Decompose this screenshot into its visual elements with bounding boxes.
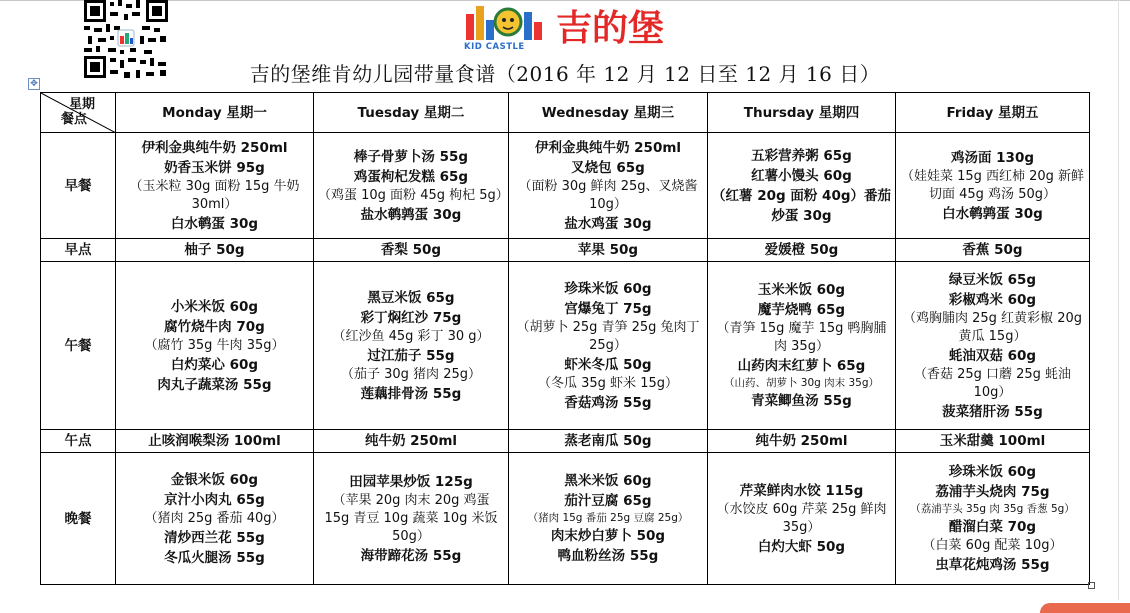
day-header: Thursday 星期四 [708,93,896,133]
dish-line: 盐水鸡蛋 30g [564,215,652,232]
corner-header-cell [41,93,116,133]
dish-line: 奶香玉米饼 95g [164,159,265,176]
ingredient-line: （鸡胸脯肉 25g 红黄彩椒 20g 黄瓜 15g） [903,310,1082,344]
menu-cell [116,239,314,262]
dish-line: 肉末炒白萝卜 50g [550,528,666,544]
dish-line: 黑豆米饭 65g [367,289,455,306]
menu-cell [509,453,708,585]
menu-cell [116,430,314,453]
menu-cell [314,239,509,262]
ingredient-line: （苹果 20g 肉末 20g 鸡蛋 15g 青豆 10g 蔬菜 10g 米饭 50g） [324,492,498,544]
menu-cell [708,430,896,453]
menu-cell [314,430,509,453]
logo-brand-cn: 吉的堡 [556,8,665,49]
menu-cell [708,239,896,262]
dish-line: 香菇鸡汤 55g [564,394,652,411]
dish-line: 止咳润喉梨汤 100ml [148,433,281,449]
day-header: Friday 星期五 [896,93,1090,133]
dish-line: 宫爆兔丁 75g [564,300,652,317]
menu-cell [314,262,509,430]
dish-line: 菠菜猪肝汤 55g [942,403,1043,420]
table-resize-handle[interactable] [1088,582,1095,589]
dish-line: 纯牛奶 250ml [755,433,848,449]
dish-line: 肉丸子蔬菜汤 55g [157,376,272,393]
dish-line: 金银米饭 60g [170,471,259,488]
meal-row [41,262,1090,430]
kid-castle-logo [464,2,674,58]
dish-line: 爱媛橙 50g [764,242,839,258]
menu-cell [314,133,509,239]
dish-line: 山药肉末红萝卜 65g [737,358,866,374]
dish-line: 五彩营养粥 65g [751,147,852,164]
dish-line: 醋溜白菜 70g [948,519,1037,535]
menu-cell [708,262,896,430]
ingredient-line: （冬瓜 35g 虾米 15g） [538,375,678,391]
day-header: Wednesday 星期三 [509,93,708,133]
ingredient-line: （青笋 15g 魔芋 15g 鸭胸脯肉 35g） [716,321,887,354]
dish-line: 白水鹌鹑蛋 30g [942,205,1043,222]
menu-cell [896,239,1090,262]
dish-line: 彩椒鸡米 60g [948,291,1037,308]
corner-brand-bar [1040,603,1130,613]
menu-cell [708,133,896,239]
dish-line: 海带蹄花汤 55g [360,547,462,564]
dish-line: 冬瓜火腿汤 55g [164,549,265,566]
ingredient-line: （山药、胡萝卜 30g 肉末 35g） [723,377,880,389]
dish-line: 玉米甜羹 100ml [939,433,1046,449]
menu-cell [896,262,1090,430]
ingredient-line: （娃娃菜 15g 西红柿 20g 新鲜切面 45g 鸡汤 50g） [900,168,1085,202]
ingredient-line: （水饺皮 60g 芹菜 25g 鲜肉 35g） [716,501,887,535]
dish-line: 纯牛奶 250ml [364,433,458,449]
ingredient-line: （腐竹 35g 牛肉 35g） [144,337,285,353]
menu-cell [116,262,314,430]
ingredient-line: （猪肉 15g 番茄 25g 豆腐 25g） [527,512,689,524]
menu-cell [708,453,896,585]
ingredient-line: （香菇 25g 口蘑 25g 蚝油 10g） [913,366,1072,400]
dish-line: 蒸老南瓜 50g [564,433,652,449]
menu-cell [896,133,1090,239]
menu-cell [314,453,509,585]
dish-line: 清炒西兰花 55g [164,529,265,546]
ingredient-line: （玉米粒 30g 面粉 15g 牛奶 30ml） [129,178,300,212]
dish-line: 过江茄子 55g [367,347,455,364]
dish-line: 鸭血粉丝汤 55g [557,548,659,564]
ingredient-line: （红沙鱼 45g 彩丁 30 g） [332,328,490,344]
menu-cell [116,453,314,585]
menu-body [41,133,1090,585]
meal-label: 早点 [41,239,116,262]
dish-line: 白灼菜心 60g [170,356,259,373]
dish-line: 青菜鲫鱼汤 55g [751,393,852,409]
dish-line: 绿豆米饭 65g [948,271,1037,288]
dish-line: 鸡汤面 130g [950,149,1035,166]
dish-line: 虫草花炖鸡汤 55g [935,557,1050,573]
page-top-border [0,0,1130,1]
weekly-menu-table [40,92,1090,585]
page-right-margin [1118,0,1119,600]
header-row [41,93,1090,133]
dish-line: 玉米米饭 60g [757,282,846,298]
dish-line: 柚子 50g [184,242,245,258]
dish-line: 小米米饭 60g [170,298,259,315]
dish-line: 香梨 50g [380,242,442,258]
dish-line: 荔浦芋头烧肉 75g [935,484,1050,500]
corner-label-weekday: 星期 [68,97,95,112]
ingredient-line: （面粉 30g 鲜肉 25g、叉烧酱 10g） [518,178,698,212]
ingredient-line: （胡萝卜 25g 青笋 25g 兔肉丁 25g） [516,319,700,353]
meal-label: 晚餐 [41,453,116,585]
table-move-handle-icon[interactable]: ✥ [28,78,40,90]
dish-line: （红薯 20g 面粉 40g）番茄炒蛋 30g [712,187,891,224]
dish-line: 黑米米饭 60g [564,473,652,489]
ingredient-line: （白菜 60g 配菜 10g） [922,538,1063,553]
dish-line: 白灼大虾 50g [757,538,846,555]
dish-line: 虾米冬瓜 50g [564,356,652,373]
dish-line: 珍珠米饭 60g [564,280,652,297]
meal-row [41,430,1090,453]
dish-line: 莲藕排骨汤 55g [360,385,462,402]
dish-line: 红薯小馒头 60g [751,167,852,184]
dish-line: 彩丁焖红沙 75g [360,309,462,326]
meal-label: 早餐 [41,133,116,239]
menu-cell [509,262,708,430]
meal-row [41,239,1090,262]
dish-line: 田园苹果炒饭 125g [349,473,473,490]
dish-line: 香蕉 50g [962,242,1023,258]
meal-row [41,453,1090,585]
dish-line: 魔芋烧鸭 65g [757,302,846,318]
dish-line: 蚝油双菇 60g [948,347,1037,364]
dish-line: 茄汁豆腐 65g [564,493,652,509]
menu-cell [509,239,708,262]
dish-line: 叉烧包 65g [571,159,645,176]
dish-line: 京汁小肉丸 65g [164,491,265,508]
meal-row [41,133,1090,239]
dish-line: 伊利金典纯牛奶 250ml [534,139,682,156]
dish-line: 棒子骨萝卜汤 55g [353,148,469,165]
dish-line: 苹果 50g [577,242,639,258]
ingredient-line: （猪肉 25g 番茄 40g） [144,510,285,526]
dish-line: 盐水鹌鹑蛋 30g [360,206,462,223]
dish-line: 腐竹烧牛肉 70g [164,318,265,335]
menu-cell [116,133,314,239]
dish-line: 珍珠米饭 60g [948,464,1037,480]
dish-line: 伊利金典纯牛奶 250ml [141,139,288,156]
ingredient-line: （荔浦芋头 35g 肉 35g 香葱 5g） [910,503,1075,515]
dish-line: 芹菜鲜肉水饺 115g [739,482,864,499]
ingredient-line: （鸡蛋 10g 面粉 45g 枸杞 5g） [318,187,509,203]
dish-line: 白水鹌蛋 30g [170,215,259,232]
meal-label: 午餐 [41,262,116,430]
page-title: 吉的堡维肯幼儿园带量食谱（2016 年 12 月 12 日至 12 月 16 日） [249,62,881,86]
menu-cell [896,453,1090,585]
day-header: Monday 星期一 [116,93,314,133]
ingredient-line: （茄子 30g 猪肉 25g） [341,366,481,382]
menu-cell [509,133,708,239]
corner-label-meal: 餐点 [61,112,88,127]
day-header: Tuesday 星期二 [314,93,509,133]
menu-cell [509,430,708,453]
dish-line: 鸡蛋枸杞发糕 65g [353,168,469,185]
logo-brand-en: KID CASTLE [464,42,525,52]
menu-cell [896,430,1090,453]
meal-label: 午点 [41,430,116,453]
